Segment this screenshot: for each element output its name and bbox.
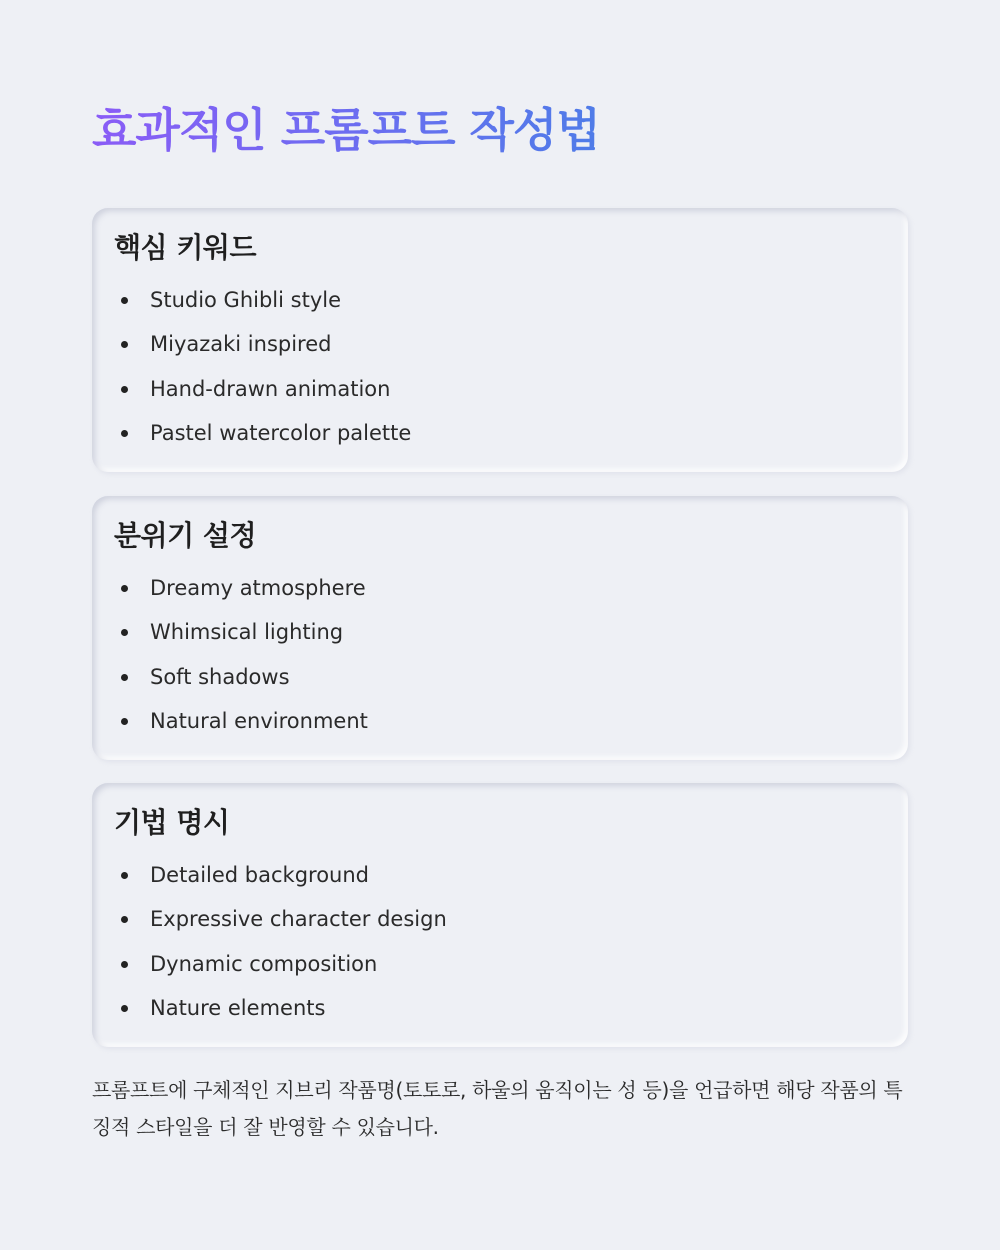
- bullet-icon: [121, 386, 128, 393]
- list-item-text: Pastel watercolor palette: [150, 420, 412, 445]
- footnote-text: 프롬프트에 구체적인 지브리 작품명(토토로, 하울의 움직이는 성 등)을 언급하면 해당 작품의 특징적 스타일을 더 잘 반영할 수 있습니다.: [92, 1078, 903, 1139]
- section-heading: 기법 명시: [114, 806, 230, 839]
- bullet-icon: [121, 430, 128, 437]
- bullet-icon: [121, 961, 128, 968]
- list-item-text: Natural environment: [150, 708, 368, 733]
- bullet-icon: [121, 297, 128, 304]
- bullet-icon: [121, 585, 128, 592]
- list-item-text: Soft shadows: [150, 664, 290, 689]
- bullet-icon: [121, 916, 128, 923]
- bullet-icon: [121, 1005, 128, 1012]
- section-card-techniques: [92, 783, 908, 1047]
- section-heading: 분위기 설정: [114, 519, 256, 552]
- page-title: 효과적인 프롬프트 작성법: [92, 100, 600, 160]
- bullet-icon: [121, 718, 128, 725]
- list-item-text: Dynamic composition: [150, 951, 378, 976]
- section-card-keywords: [92, 208, 908, 472]
- list-item-text: Miyazaki inspired: [150, 332, 332, 357]
- list-item-text: Studio Ghibli style: [150, 288, 342, 312]
- section-heading: 핵심 키워드: [114, 231, 256, 264]
- bullet-icon: [121, 872, 128, 879]
- bullet-icon: [121, 674, 128, 681]
- list-item-text: Hand-drawn animation: [150, 376, 391, 401]
- bullet-icon: [121, 341, 128, 348]
- bullet-icon: [121, 629, 128, 636]
- list-item-text: Nature elements: [150, 995, 326, 1020]
- section-card-atmosphere: [92, 496, 908, 760]
- list-item-text: Dreamy atmosphere: [150, 576, 366, 600]
- list-item-text: Whimsical lighting: [150, 620, 344, 645]
- list-item-text: Expressive character design: [150, 907, 447, 932]
- list-item-text: Detailed background: [150, 863, 369, 887]
